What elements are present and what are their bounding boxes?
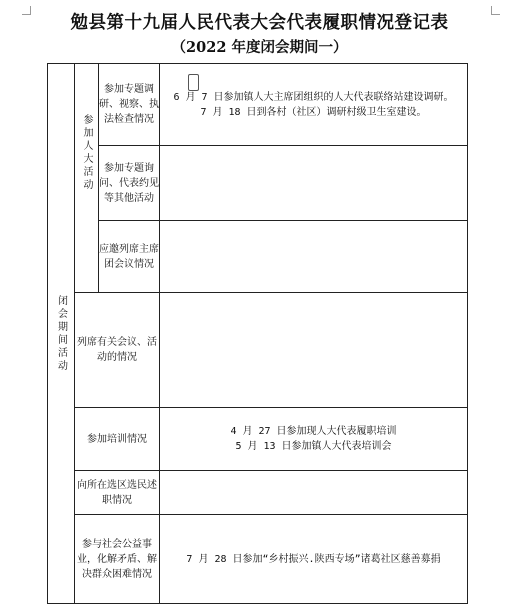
content-line: 7 月 18 日到各村（社区）调研村级卫生室建设。 xyxy=(200,106,427,118)
table-row-meetings xyxy=(48,293,468,408)
row-label-cell xyxy=(75,515,160,604)
row-label-cell xyxy=(99,64,160,146)
table-row-presidium xyxy=(48,221,468,293)
document-subtitle xyxy=(0,36,519,57)
row-label-inquiry: 参加专题询问、代表约见等其他活动 xyxy=(99,162,159,204)
content-cell-meetings[interactable] xyxy=(160,293,468,408)
content-line: 6 月 7 日参加镇人大主席团组织的人大代表联络站建设调研。 xyxy=(173,91,454,103)
content-cell-welfare[interactable] xyxy=(160,515,468,604)
row-label-report: 向所在选区选民述职情况 xyxy=(77,479,157,506)
registration-table xyxy=(47,63,468,604)
content-cell-research[interactable] xyxy=(160,64,468,146)
document-subtitle-text: （2022 年度闭会期间一） xyxy=(171,39,348,56)
subgroup-label-cell xyxy=(75,64,99,293)
table-row-report xyxy=(48,471,468,515)
group-label-cell xyxy=(48,64,75,604)
row-label-training: 参加培训情况 xyxy=(87,433,147,445)
content-cell-presidium[interactable] xyxy=(160,221,468,293)
row-label-research: 参加专题调研、视察、执法检查情况 xyxy=(99,84,159,125)
content-cell-training[interactable] xyxy=(160,408,468,471)
subgroup-label: 参加人大活动 xyxy=(81,114,92,192)
row-label-cell xyxy=(75,408,160,471)
row-label-cell xyxy=(99,221,160,293)
row-label-welfare: 参与社会公益事业，化解矛盾、解决群众困难情况 xyxy=(77,538,157,580)
table-row-training xyxy=(48,408,468,471)
row-label-presidium: 应邀列席主席团会议情况 xyxy=(99,243,159,270)
content-line: 4 月 27 日参加现人大代表履职培训 xyxy=(230,426,397,437)
table-row-inquiry xyxy=(48,146,468,221)
row-label-cell xyxy=(99,146,160,221)
group-label: 闭会期间活动 xyxy=(55,294,67,373)
content-cell-report[interactable] xyxy=(160,471,468,515)
document-title: 勉县第十九届人民代表大会代表履职情况登记表 xyxy=(70,13,449,33)
table-row-welfare xyxy=(48,515,468,604)
row-label-cell xyxy=(75,471,160,515)
content-cell-inquiry[interactable] xyxy=(160,146,468,221)
row-label-cell xyxy=(75,293,160,408)
row-label-meetings: 列席有关会议、活动的情况 xyxy=(77,337,157,363)
table-row-research xyxy=(48,64,468,146)
content-line: 7 月 28 日参加“乡村振兴.陕西专场”诸葛社区慈善募捐 xyxy=(186,553,441,565)
content-line: 5 月 13 日参加镇人大代表培训会 xyxy=(235,441,392,452)
